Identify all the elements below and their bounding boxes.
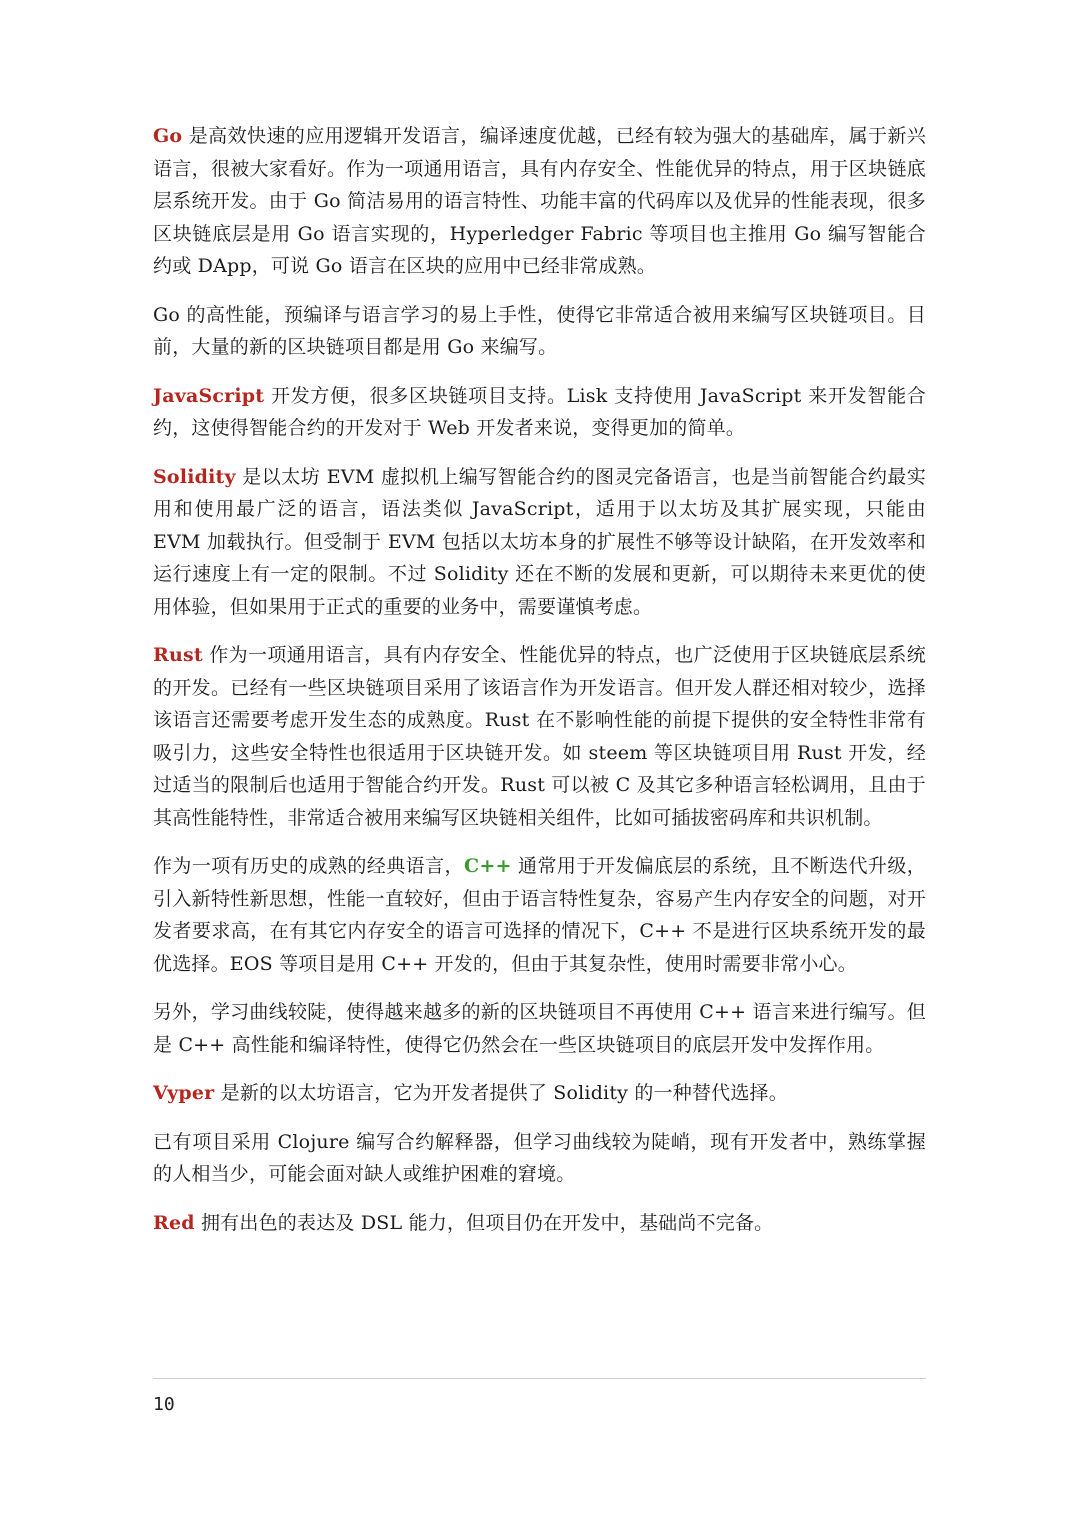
paragraph-text: 是新的以太坊语言，它为开发者提供了 Solidity 的一种替代选择。 — [214, 1082, 788, 1104]
paragraph-red — [153, 1207, 926, 1240]
paragraph-text: 通常用于开发偏底层的系统，且不断迭代升级，引入新特性新思想，性能一直较好，但由于语言特性复杂，容易产生内存安全的问题，对开发者要求高，在有其它内存安全的语言可选择的情况下，C++ 不是进行区块系统开发的最优选择。EOS 等项目是用 C++ 开发的，但由于其复杂性，使用时需要非常小心。 — [153, 855, 926, 975]
page-number: 10 — [153, 1394, 175, 1415]
keyword-rust: Rust — [153, 644, 203, 666]
paragraph-rust — [153, 639, 926, 834]
paragraph-go-performance — [153, 299, 926, 364]
paragraph-solidity — [153, 461, 926, 624]
paragraph-vyper — [153, 1077, 926, 1110]
keyword-red: Red — [153, 1211, 195, 1234]
paragraph-text: 另外，学习曲线较陡，使得越来越多的新的区块链项目不再使用 C++ 语言来进行编写。但是 C++ 高性能和编译特性，使得它仍然会在一些区块链项目的底层开发中发挥作用。 — [153, 1001, 926, 1056]
footer-divider — [153, 1378, 926, 1379]
keyword-solidity: Solidity — [153, 465, 236, 488]
paragraph-text: 开发方便，很多区块链项目支持。Lisk 支持使用 JavaScript 来开发智能合约，这使得智能合约的开发对于 Web 开发者来说，变得更加的简单。 — [153, 384, 926, 439]
paragraph-text: 作为一项通用语言，具有内存安全、性能优异的特点，也广泛使用于区块链底层系统的开发。已经有一些区块链项目采用了该语言作为开发语言。但开发人群还相对较少，选择该语言还需要考虑开发生态的成熟度。Rust 在不影响性能的前提下提供的安全特性非常有吸引力，这些安全特性也很适用于区块链开发。如 steem 等区块链项目用 Rust 开发，经过适当的限制后也适用于智能合约开发。Rust 可以被 C 及其它多种语言轻松调用，且由于其高性能特性，非常适合被用来编写区块链相关组件，比如可插拔密码库和共识机制。 — [153, 644, 926, 829]
paragraph-clojure — [153, 1126, 926, 1191]
paragraph-text: 是以太坊 EVM 虚拟机上编写智能合约的图灵完备语言，也是当前智能合约最实用和使用最广泛的语言，语法类似 JavaScript，适用于以太坊及其扩展实现，只能由 EVM 加载执行。但受制于 EVM 包括以太坊本身的扩展性不够等设计缺陷，在开发效率和运行速度上有一定的限制。不过 Solidity 还在不断的发展和更新，可以期待未来更优的使用体验，但如果用于正式的重要的业务中，需要谨慎考虑。 — [153, 465, 926, 618]
keyword-go: Go — [153, 125, 183, 147]
paragraph-javascript — [153, 380, 926, 445]
keyword-javascript: JavaScript — [153, 384, 265, 407]
paragraph-go — [153, 120, 926, 283]
paragraph-text: 是高效快速的应用逻辑开发语言，编译速度优越，已经有较为强大的基础库，属于新兴语言，很被大家看好。作为一项通用语言，具有内存安全、性能优异的特点，用于区块链底层系统开发。由于 Go 简洁易用的语言特性、功能丰富的代码库以及优异的性能表现，很多区块链底层是用 Go 语言实现的，Hyperledger Fabric 等项目也主推用 Go 编写智能合约或 DApp，可说 Go 语言在区块的应用中已经非常成熟。 — [153, 125, 926, 277]
keyword-vyper: Vyper — [153, 1082, 215, 1104]
paragraph-text: 拥有出色的表达及 DSL 能力，但项目仍在开发中，基础尚不完备。 — [194, 1211, 774, 1234]
paragraph-text: 已有项目采用 Clojure 编写合约解释器，但学习曲线较为陡峭，现有开发者中，熟练掌握的人相当少，可能会面对缺人或维护困难的窘境。 — [153, 1130, 926, 1185]
keyword-cpp: C++ — [464, 855, 512, 877]
paragraph-text: Go 的高性能，预编译与语言学习的易上手性，使得它非常适合被用来编写区块链项目。目前，大量的新的区块链项目都是用 Go 来编写。 — [153, 303, 926, 358]
document-body — [153, 120, 926, 1255]
paragraph-cpp-learning-curve — [153, 996, 926, 1061]
paragraph-prefix: 作为一项有历史的成熟的经典语言， — [153, 855, 464, 877]
paragraph-cpp — [153, 850, 926, 980]
